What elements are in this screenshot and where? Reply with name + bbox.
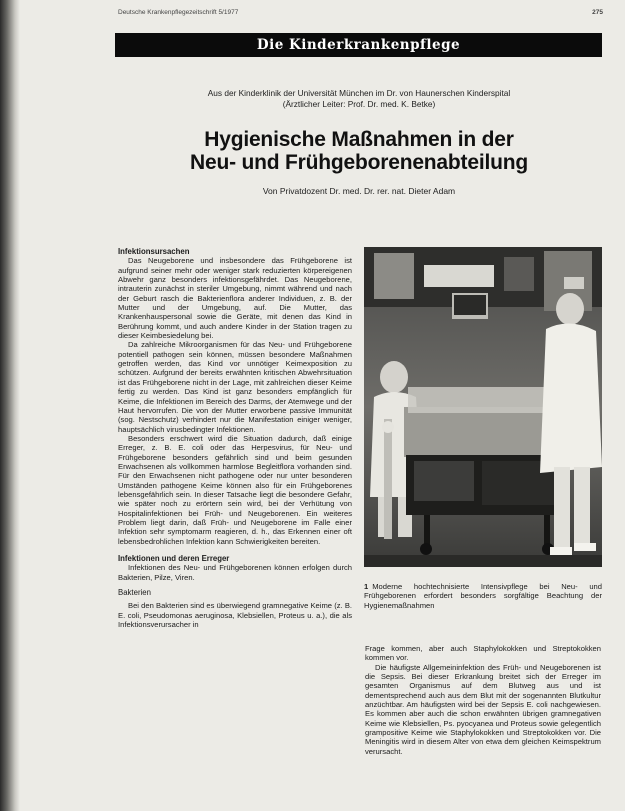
body-paragraph: Infektionen des Neu- und Frühgeborenen können erfolgen durch Bakterien, Pilze, Viren. <box>118 563 352 582</box>
institution-line: Aus der Kinderklinik der Universität München im Dr. von Haunerschen Kinderspital <box>207 88 511 98</box>
page-number: 275 <box>592 9 603 16</box>
article-title-line-2: Neu- und Frühgeborenenabteilung <box>190 151 528 174</box>
journal-reference: Deutsche Krankenpflegezeitschrift 5/1977 <box>118 9 239 16</box>
article-author: Von Privatdozent Dr. med. Dr. rer. nat. Dieter Adam <box>262 186 456 196</box>
caption-text: Moderne hochtechnisierte Intensivpflege bei Neu- und Frühgeborenen erfordert besonders sorgfältige Beachtung der Hygienemaßnahmen <box>364 582 602 610</box>
article-title <box>118 128 600 174</box>
body-paragraph: Frage kommen, aber auch Staphylokokken und Streptokokken kommen vor. <box>365 644 601 663</box>
running-head <box>118 9 603 16</box>
institution-note <box>118 88 600 109</box>
section-banner: Die Kinderkrankenpflege <box>115 33 602 57</box>
nicu-photo <box>364 247 602 567</box>
body-paragraph: Die häufigste Allgemeininfektion des Früh- und Neugeborenen ist die Sepsis. Bei dieser Erkrankung breitet sich der Erreger im gesamten Organismus auf dem Blutweg aus und ist dementsprechend auch aus dem Blut mit der sogenannten Blutkultur anzüchtbar. Am häufigsten wird bei der Sepsis E. coli nachgewiesen. Es kommen aber auch die schon erwähnten übrigen gramnegativen Keime wie Klebsiellen, Ps. pyocyanea und Proteus sowie gelegentlich grampositive Keime wie Staphylokokken und Streptokokken vor. Die Meningitis wird in diesem Alter von etwa dem gleichen Keimspektrum verursacht. <box>365 662 601 756</box>
institution-director-line: (Ärztlicher Leiter: Prof. Dr. med. K. Betke) <box>282 98 436 109</box>
subsection-heading-bacteria: Bakterien <box>118 588 151 598</box>
left-column <box>118 247 352 629</box>
page-gutter-shadow <box>0 0 20 811</box>
body-paragraph: Bei den Bakterien sind es überwiegend gramnegative Keime (z. B. E. coli, Pseudomonas aeruginosa, Klebsiellen, Proteus u. a.), die als Infektionsverursacher in <box>118 601 352 630</box>
article-title-line-1: Hygienische Maßnahmen in der <box>204 128 514 151</box>
body-paragraph: Besonders erschwert wird die Situation dadurch, daß einige Erreger, z. B. E. coli oder das Herpesvirus, für Neu- und Frühgeborene besonders gefährlich sind und beim gesunden Erwachsenen als vollkommen harmlose Begleitflora vorhanden sind. Für den Erwachsenen nicht pathogene oder nur unter besonderen Umständen pathogene Keime können also für ein Frühgeborenes lebensgefährlich sein. In dieser Tatsache liegt die besondere Gefahr, wie später noch zu erörtern sein wird, bei der Verhütung von Hospitalinfektionen bei Früh- und Neugeborenen. Ein weiteres Problem liegt darin, daß Früh- und Neugeborene im Falle einer Infektion sehr symptomarm reagieren, d. h., das Erkennen einer oft lebensbedrohlichen Infektion kann Schwierigkeiten bereiten. <box>118 433 352 546</box>
right-column <box>365 644 601 756</box>
section-heading-infections-pathogens: Infektionen und deren Erreger <box>118 554 230 563</box>
body-paragraph: Da zahlreiche Mikroorganismen für das Neu- und Frühgeborene potentiell pathogen sein können, müssen besondere Maßnahmen getroffen werden, das Kind vor unnötiger Keimexposition zu schützen. Aufgrund der bereits erwähnten kritischen Abwehrsituation ist das Frühgeborene nicht in der Lage, mit zahlreichen dieser Keime fertig zu werden. Das Kind ist ganz besonders empfänglich für Keime, die Infektionen im Bereich des Darms, der Atemwege und der Haut hervorrufen. Die von der Mutter erworbene passive Immunität (sog. Nestschutz) verhindert nur die Manifestation einiger weniger, hauptsächlich virusbedingter Infektionen. <box>118 340 352 434</box>
section-heading-infection-causes: Infektionsursachen <box>118 247 190 256</box>
caption-number: 1 <box>364 582 369 591</box>
photo-caption <box>364 582 602 610</box>
body-paragraph: Das Neugeborene und insbesondere das Frühgeborene ist aufgrund seiner mehr oder weniger stark reduzierten körpereigenen Abwehr ganz besonders infektionsgefährdet. Das Neugeborene, intrauterin zunächst in steriler Umgebung, nimmt während und nach der Geburt rasch die Bakterienflora anderer Individuen, z. B. der Mutter und der Umgebung, auf. Die Mutter, das Krankenhauspersonal sowie die Geräte, mit denen das Kind in Berührung kommt, und auch andere Kinder in der Station tragen zu dieser Keimbesiedelung bei. <box>118 256 352 341</box>
